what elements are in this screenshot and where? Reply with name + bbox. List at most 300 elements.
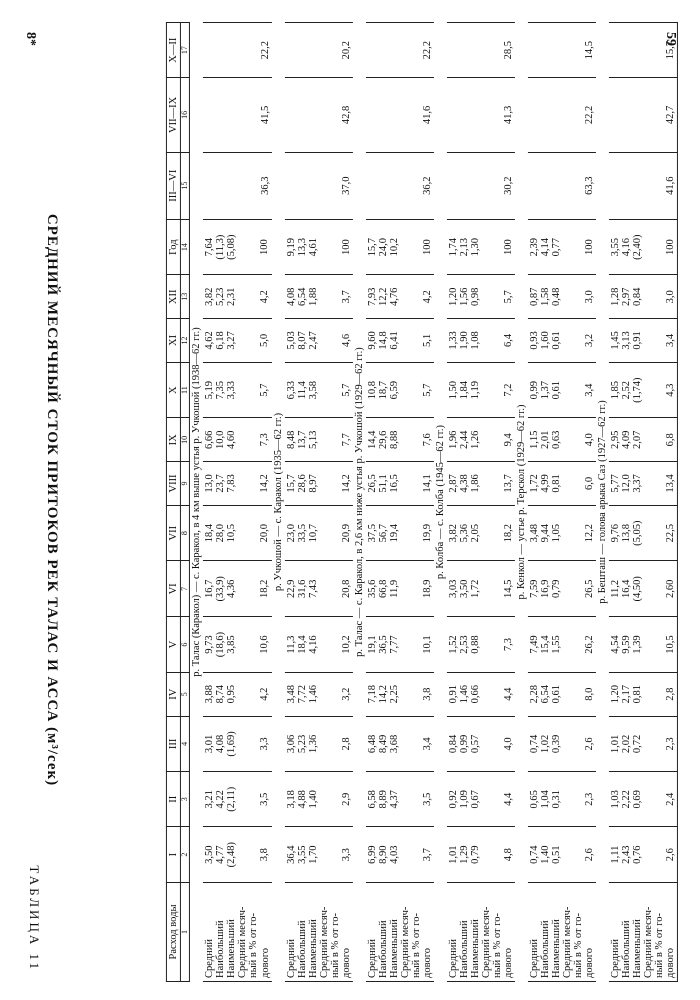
figure-mark: 8* bbox=[23, 32, 38, 46]
cell-value: 5,23 bbox=[215, 287, 227, 306]
cell-value: 7,43 bbox=[307, 579, 319, 599]
table-cell bbox=[609, 617, 678, 673]
table-cell bbox=[447, 716, 515, 772]
cell-value: 4,88 bbox=[296, 790, 308, 809]
cell-value: 0,66 bbox=[469, 685, 481, 704]
cell-value: 0,92 bbox=[447, 790, 459, 809]
cell-percent: 3,7 bbox=[421, 848, 433, 862]
cell-value: 4,08 bbox=[215, 734, 227, 754]
table-cell bbox=[203, 219, 271, 275]
cell-value: 6,54 bbox=[539, 685, 551, 704]
table-cell bbox=[528, 23, 596, 78]
cell-value: 0,69 bbox=[631, 790, 643, 809]
cell-percent: 20,9 bbox=[340, 523, 352, 543]
cell-value: 5,19 bbox=[204, 380, 216, 400]
row-label: Наименьший bbox=[550, 919, 562, 978]
cell-value: 0,81 bbox=[631, 685, 643, 704]
cell-value: 10,5 bbox=[226, 523, 238, 543]
cell-percent: 5,1 bbox=[421, 333, 433, 348]
table-cell bbox=[203, 462, 271, 506]
table-cell bbox=[447, 219, 515, 275]
cell-value: 0,74 bbox=[528, 734, 540, 754]
cell-value: 1,33 bbox=[447, 331, 459, 350]
section-title: р. Учкошой — с. Каракол (1935—62 гг.) bbox=[272, 412, 284, 592]
table-cell bbox=[609, 462, 678, 506]
cell-percent: 37,0 bbox=[340, 176, 352, 195]
cell-value: 0,84 bbox=[631, 287, 643, 306]
cell-value: 28,6 bbox=[296, 474, 308, 493]
row-label: Средний месяч- ный в % от го- дового bbox=[480, 906, 514, 978]
cell-value: 28,0 bbox=[215, 523, 227, 543]
column-number: 4 bbox=[180, 716, 189, 772]
cell-value: 3,48 bbox=[528, 523, 540, 543]
cell-value: 0,95 bbox=[226, 685, 238, 704]
cell-value: 1,84 bbox=[458, 380, 470, 400]
table-cell bbox=[366, 275, 434, 319]
table-body bbox=[190, 23, 678, 982]
cell-value: 4,62 bbox=[204, 331, 216, 350]
cell-percent: 13,7 bbox=[502, 474, 514, 493]
cell-value: 1,70 bbox=[307, 845, 319, 864]
cell-value: 2,43 bbox=[620, 845, 632, 864]
column-number: 9 bbox=[180, 462, 189, 506]
row-label: Средний месяч- ный в % от го- дового bbox=[399, 906, 433, 978]
column-number: 8 bbox=[180, 505, 189, 561]
cell-value: 1,40 bbox=[307, 790, 319, 809]
cell-percent: 4,2 bbox=[259, 687, 271, 701]
cell-value: (5,05) bbox=[631, 520, 643, 546]
cell-value: 10,2 bbox=[388, 237, 400, 257]
row-label: Наибольший bbox=[296, 920, 308, 978]
cell-value: 10,8 bbox=[366, 380, 378, 400]
table-cell bbox=[528, 462, 596, 506]
cell-value: 2,02 bbox=[620, 734, 632, 754]
cell-percent: 10,5 bbox=[664, 635, 676, 654]
cell-value: 1,36 bbox=[307, 734, 319, 754]
cell-percent: 20,0 bbox=[259, 523, 271, 543]
cell-value: 7,83 bbox=[226, 474, 238, 493]
cell-value: 0,65 bbox=[528, 790, 540, 809]
row-labels bbox=[447, 883, 515, 982]
table-cell bbox=[528, 827, 596, 883]
cell-percent: 3,3 bbox=[259, 737, 271, 751]
table-cell bbox=[609, 219, 678, 275]
cell-value: 1,37 bbox=[539, 380, 551, 400]
cell-value: 33,5 bbox=[296, 523, 308, 543]
section-title: р. Колба — с. Колба (1945—62 гг.) bbox=[434, 424, 446, 580]
table-row bbox=[447, 23, 515, 982]
cell-value: 13,8 bbox=[620, 523, 632, 543]
cell-percent: 3,5 bbox=[259, 792, 271, 806]
cell-percent: 7,3 bbox=[259, 433, 271, 447]
cell-value: 1,01 bbox=[609, 734, 621, 754]
cell-percent: 4,4 bbox=[502, 792, 514, 806]
cell-percent: 3,3 bbox=[340, 848, 352, 862]
cell-value: 16,9 bbox=[539, 579, 551, 599]
row-label: Наибольший bbox=[458, 920, 470, 978]
cell-percent: 18,9 bbox=[421, 579, 433, 599]
table-cell bbox=[366, 219, 434, 275]
section-title-row bbox=[596, 23, 609, 982]
table-cell bbox=[366, 78, 434, 152]
cell-value: 0,76 bbox=[631, 845, 643, 864]
runoff-table bbox=[166, 22, 678, 982]
table-cell bbox=[609, 275, 678, 319]
cell-value: 3,13 bbox=[620, 331, 632, 350]
table-cell bbox=[528, 275, 596, 319]
cell-value: 14,4 bbox=[366, 430, 378, 449]
table-cell bbox=[284, 617, 352, 673]
cell-value: 3,58 bbox=[307, 380, 319, 400]
table-cell bbox=[284, 827, 352, 883]
cell-value: 2,95 bbox=[609, 430, 621, 449]
table-cell bbox=[366, 505, 434, 561]
cell-percent: 12,2 bbox=[583, 523, 595, 543]
table-cell bbox=[366, 672, 434, 716]
cell-value: 1,26 bbox=[469, 430, 481, 449]
column-header: III—VI bbox=[166, 152, 180, 219]
cell-value: 6,54 bbox=[296, 287, 308, 306]
cell-value: 1,60 bbox=[539, 331, 551, 350]
table-cell bbox=[609, 505, 678, 561]
cell-value: 4,99 bbox=[539, 474, 551, 493]
cell-value: 1,45 bbox=[609, 331, 621, 350]
column-header: VIII bbox=[166, 462, 180, 506]
cell-value: 1,85 bbox=[609, 380, 621, 400]
cell-value: 0,91 bbox=[631, 331, 643, 350]
section-title: р. Талас — с. Каракол, в 2,6 км ниже устья р. Учкошой (1929—62 гг.) bbox=[353, 347, 365, 657]
cell-value: 3,06 bbox=[285, 734, 297, 754]
cell-percent: 18,2 bbox=[259, 579, 271, 599]
cell-value: 0,99 bbox=[528, 380, 540, 400]
cell-percent: 5,7 bbox=[259, 383, 271, 397]
cell-value: 10,7 bbox=[307, 523, 319, 543]
cell-value: 4,09 bbox=[620, 430, 632, 449]
cell-value: 0,31 bbox=[550, 790, 562, 809]
cell-value: 0,99 bbox=[458, 734, 470, 754]
cell-percent: 6,4 bbox=[502, 333, 514, 348]
table-cell bbox=[528, 617, 596, 673]
cell-percent: 22,5 bbox=[664, 523, 676, 543]
table-cell bbox=[609, 319, 678, 363]
table-cell bbox=[528, 319, 596, 363]
cell-value: 1,56 bbox=[458, 287, 470, 306]
cell-percent: 36,3 bbox=[259, 176, 271, 195]
table-cell bbox=[284, 78, 352, 152]
cell-percent: 26,5 bbox=[583, 579, 595, 599]
cell-percent: 22,2 bbox=[421, 40, 433, 60]
cell-value: 1,40 bbox=[539, 845, 551, 864]
cell-value: 1,39 bbox=[631, 635, 643, 654]
cell-value: 4,61 bbox=[307, 237, 319, 257]
cell-percent: 7,7 bbox=[340, 433, 352, 447]
cell-value: 1,58 bbox=[539, 287, 551, 306]
column-number: 12 bbox=[180, 319, 189, 363]
cell-value: 1,90 bbox=[458, 331, 470, 350]
row-labels bbox=[609, 883, 678, 982]
table-cell bbox=[528, 362, 596, 418]
cell-value: 1,20 bbox=[447, 287, 459, 306]
cell-percent: 8,0 bbox=[583, 687, 595, 701]
row-label: Средний месяч- ный в % от го- дового bbox=[318, 906, 352, 978]
cell-percent: 19,9 bbox=[421, 523, 433, 543]
cell-percent: 2,9 bbox=[340, 792, 352, 806]
cell-value: (2,11) bbox=[226, 786, 238, 812]
cell-value: 6,41 bbox=[388, 331, 400, 350]
cell-value: 3,18 bbox=[285, 790, 297, 809]
cell-value: 13,3 bbox=[296, 237, 308, 257]
cell-value: 11,3 bbox=[285, 635, 297, 654]
cell-percent: 4,3 bbox=[664, 383, 676, 397]
table-cell bbox=[284, 716, 352, 772]
cell-percent: 26,2 bbox=[583, 635, 595, 654]
cell-value: 0,79 bbox=[550, 579, 562, 599]
cell-percent: 41,5 bbox=[259, 105, 271, 125]
cell-percent: 4,6 bbox=[340, 333, 352, 348]
column-header: XI bbox=[166, 319, 180, 363]
cell-value: 6,48 bbox=[366, 734, 378, 754]
column-number: 10 bbox=[180, 418, 189, 462]
table-cell bbox=[447, 23, 515, 78]
cell-value: 1,02 bbox=[539, 734, 551, 754]
table-cell bbox=[447, 462, 515, 506]
column-number: 14 bbox=[180, 219, 189, 275]
cell-value: 4,36 bbox=[226, 579, 238, 599]
table-cell bbox=[528, 561, 596, 617]
row-label: Наименьший bbox=[631, 919, 643, 978]
cell-value: 0,67 bbox=[469, 790, 481, 809]
cell-percent: 100 bbox=[421, 239, 433, 255]
table-cell bbox=[366, 561, 434, 617]
row-labels bbox=[528, 883, 596, 982]
section-title-row bbox=[515, 23, 528, 982]
cell-value: 8,48 bbox=[285, 430, 297, 449]
column-number: 11 bbox=[180, 362, 189, 418]
cell-value: 24,0 bbox=[377, 237, 389, 257]
cell-value: 11,2 bbox=[609, 579, 621, 598]
table-cell bbox=[528, 505, 596, 561]
cell-value: 7,49 bbox=[528, 635, 540, 654]
row-label: Наибольший bbox=[539, 920, 551, 978]
cell-value: 6,59 bbox=[388, 380, 400, 400]
cell-value: 10,0 bbox=[215, 430, 227, 449]
cell-value: 0,61 bbox=[550, 685, 562, 704]
table-cell bbox=[284, 505, 352, 561]
table-header-row bbox=[166, 23, 180, 982]
cell-value: 1,09 bbox=[458, 790, 470, 809]
cell-percent: 9,4 bbox=[502, 433, 514, 447]
cell-percent: 3,4 bbox=[583, 383, 595, 397]
cell-value: 2,53 bbox=[458, 635, 470, 654]
cell-value: 3,01 bbox=[204, 734, 216, 754]
cell-percent: 6,8 bbox=[664, 433, 676, 447]
cell-value: 2,25 bbox=[388, 685, 400, 704]
cell-value: 1,11 bbox=[609, 845, 621, 864]
cell-value: 9,59 bbox=[620, 635, 632, 654]
cell-value: 26,5 bbox=[366, 474, 378, 493]
cell-percent: 14,5 bbox=[502, 579, 514, 599]
cell-value: 16,7 bbox=[204, 579, 216, 599]
section-title: р. Кенкол — устье р. Терскол (1929—62 гг.) bbox=[515, 404, 527, 600]
cell-percent: 28,5 bbox=[502, 40, 514, 60]
cell-value: 7,35 bbox=[215, 380, 227, 400]
row-label: Наибольший bbox=[377, 920, 389, 978]
table-cell bbox=[284, 418, 352, 462]
table-cell bbox=[528, 772, 596, 827]
table-cell bbox=[528, 219, 596, 275]
table-cell bbox=[284, 462, 352, 506]
column-number: 13 bbox=[180, 275, 189, 319]
cell-value: 15,7 bbox=[366, 237, 378, 257]
cell-percent: 63,3 bbox=[583, 176, 595, 195]
table-cell bbox=[447, 78, 515, 152]
cell-value: 19,1 bbox=[366, 635, 378, 654]
cell-value: 66,8 bbox=[377, 579, 389, 599]
cell-value: 4,14 bbox=[539, 237, 551, 257]
cell-value: 35,6 bbox=[366, 579, 378, 599]
cell-value: 1,01 bbox=[447, 845, 459, 864]
cell-percent: 41,6 bbox=[421, 105, 433, 125]
cell-value: 3,48 bbox=[285, 685, 297, 704]
cell-value: 1,05 bbox=[550, 523, 562, 543]
cell-value: 2,31 bbox=[226, 287, 238, 306]
cell-percent: 22,2 bbox=[259, 40, 271, 60]
column-header: VII—IX bbox=[166, 78, 180, 152]
cell-percent: 42,8 bbox=[340, 105, 352, 125]
table-cell bbox=[447, 561, 515, 617]
cell-value: 6,58 bbox=[366, 790, 378, 809]
cell-percent: 3,4 bbox=[421, 737, 433, 751]
cell-value: 0,51 bbox=[550, 845, 562, 864]
cell-percent: 2,8 bbox=[340, 737, 352, 751]
column-header: Расход воды bbox=[166, 883, 180, 982]
column-header: X—II bbox=[166, 23, 180, 78]
cell-value: 1,03 bbox=[609, 790, 621, 809]
cell-percent: 3,2 bbox=[583, 333, 595, 348]
column-number: 16 bbox=[180, 78, 189, 152]
table-cell bbox=[203, 362, 271, 418]
cell-value: 7,93 bbox=[366, 287, 378, 306]
cell-value: 4,03 bbox=[388, 845, 400, 864]
cell-value: (2,40) bbox=[631, 234, 643, 260]
cell-value: 3,27 bbox=[226, 331, 238, 350]
cell-value: 5,36 bbox=[458, 523, 470, 543]
cell-value: 9,73 bbox=[204, 635, 216, 654]
column-header: XII bbox=[166, 275, 180, 319]
table-cell bbox=[609, 362, 678, 418]
cell-value: 4,77 bbox=[215, 845, 227, 864]
cell-value: 0,81 bbox=[550, 474, 562, 493]
cell-value: 0,48 bbox=[550, 287, 562, 306]
cell-value: 9,60 bbox=[366, 331, 378, 350]
cell-value: 1,50 bbox=[447, 380, 459, 400]
cell-value: 0,87 bbox=[528, 287, 540, 306]
cell-value: (18,6) bbox=[215, 631, 227, 658]
table-cell bbox=[203, 275, 271, 319]
column-number: 17 bbox=[180, 23, 189, 78]
cell-value: 8,74 bbox=[215, 685, 227, 704]
cell-percent: 14,1 bbox=[421, 474, 433, 493]
cell-value: 7,18 bbox=[366, 685, 378, 704]
cell-value: 0,91 bbox=[447, 685, 459, 704]
cell-percent: 5,7 bbox=[421, 383, 433, 397]
column-number: 7 bbox=[180, 561, 189, 617]
row-label: Наименьший bbox=[469, 919, 481, 978]
cell-value: 18,7 bbox=[377, 380, 389, 400]
cell-value: 36,4 bbox=[285, 845, 297, 864]
cell-value: 7,59 bbox=[528, 579, 540, 599]
cell-percent: 10,1 bbox=[421, 635, 433, 654]
cell-value: 1,52 bbox=[447, 635, 459, 654]
cell-percent: 100 bbox=[259, 239, 271, 255]
section-title-row bbox=[353, 23, 366, 982]
cell-percent: 3,8 bbox=[259, 848, 271, 862]
cell-percent: 30,2 bbox=[502, 176, 514, 195]
table-row bbox=[366, 23, 434, 982]
cell-value: 0,61 bbox=[550, 331, 562, 350]
cell-percent: 41,6 bbox=[664, 176, 676, 195]
cell-percent: 2,3 bbox=[664, 737, 676, 751]
column-header: V bbox=[166, 617, 180, 673]
section-title: р. Талас (Каракол) — с. Каракол, в 4 км выше устья р. Учкошой (1938—62 гг.) bbox=[191, 327, 203, 677]
cell-value: 12,2 bbox=[377, 287, 389, 306]
cell-value: 8,88 bbox=[388, 430, 400, 449]
cell-percent: 3,2 bbox=[340, 687, 352, 701]
cell-value: 8,89 bbox=[377, 790, 389, 809]
table-cell bbox=[609, 672, 678, 716]
cell-value: 2,17 bbox=[620, 685, 632, 704]
cell-value: 0,98 bbox=[469, 287, 481, 306]
column-header: IX bbox=[166, 418, 180, 462]
column-number: 5 bbox=[180, 672, 189, 716]
cell-value: 11,9 bbox=[388, 579, 400, 598]
table-cell bbox=[366, 319, 434, 363]
table-cell bbox=[609, 78, 678, 152]
cell-value: (1,74) bbox=[631, 377, 643, 403]
cell-percent: 41,3 bbox=[502, 105, 514, 125]
cell-percent: 3,4 bbox=[664, 333, 676, 348]
table-cell bbox=[609, 561, 678, 617]
cell-value: 1,46 bbox=[307, 685, 319, 704]
table-cell bbox=[609, 23, 678, 78]
table-cell bbox=[284, 275, 352, 319]
page-title: СРЕДНИЙ МЕСЯЧНЫЙ СТОК ПРИТОКОВ РЕК ТАЛАС И АССА (м³/сек) bbox=[44, 213, 60, 787]
table-cell bbox=[284, 219, 352, 275]
cell-value: 1,04 bbox=[539, 790, 551, 809]
table-cell bbox=[203, 418, 271, 462]
cell-value: 6,18 bbox=[215, 331, 227, 350]
cell-value: 0,39 bbox=[550, 734, 562, 754]
cell-value: 4,22 bbox=[215, 790, 227, 809]
table-cell bbox=[203, 505, 271, 561]
cell-value: 3,82 bbox=[204, 287, 216, 306]
cell-percent: 4,4 bbox=[502, 687, 514, 701]
table-cell bbox=[203, 716, 271, 772]
cell-value: 5,23 bbox=[296, 734, 308, 754]
cell-percent: 20,2 bbox=[340, 40, 352, 60]
row-label: Средний bbox=[528, 939, 540, 978]
cell-value: 3,68 bbox=[388, 734, 400, 754]
table-cell bbox=[609, 152, 678, 219]
cell-value: 0,88 bbox=[469, 635, 481, 654]
cell-percent: 100 bbox=[340, 239, 352, 255]
table-cell bbox=[447, 672, 515, 716]
cell-value: 36,5 bbox=[377, 635, 389, 654]
cell-value: 2,01 bbox=[539, 430, 551, 449]
table-row bbox=[284, 23, 352, 982]
cell-value: (1,69) bbox=[226, 731, 238, 757]
cell-percent: 2,6 bbox=[583, 737, 595, 751]
